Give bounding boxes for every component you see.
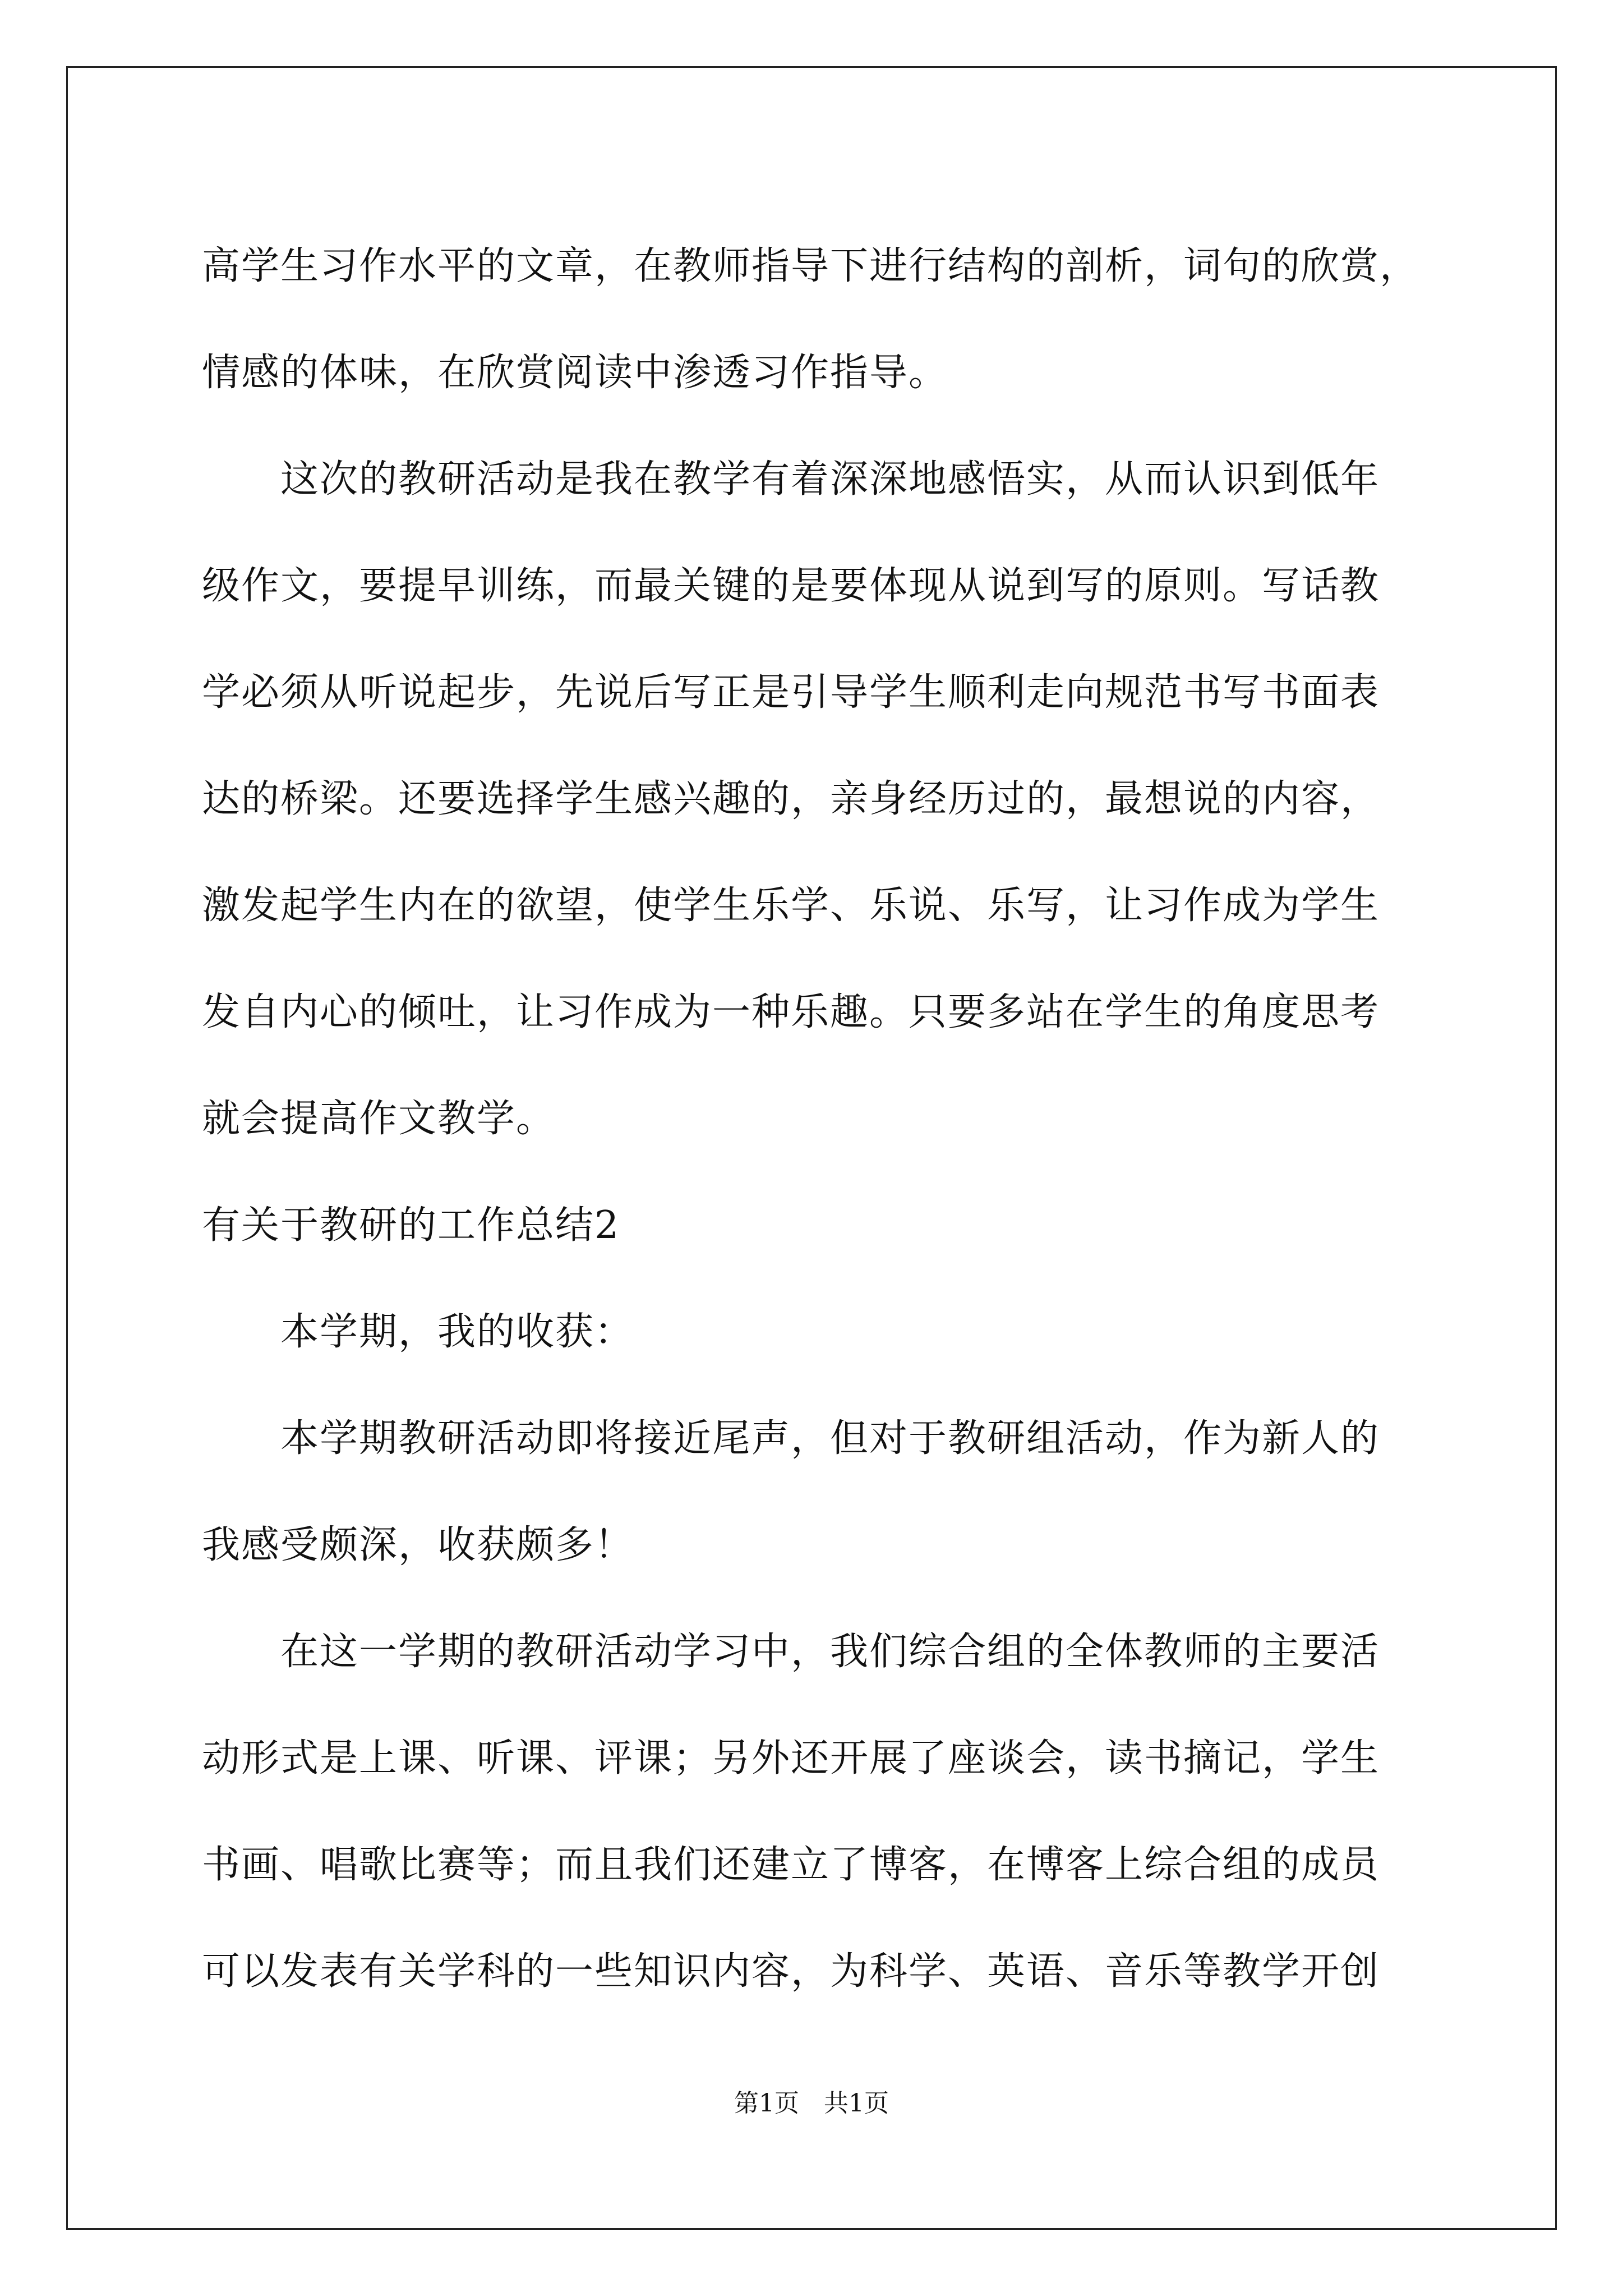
section-heading: 有关于教研的工作总结2 [202,1203,620,1248]
text-line: 这次的教研活动是我在教学有着深深地感悟实，从而认识到低年 [202,457,1380,501]
text-line: 书画、唱歌比赛等；而且我们还建立了博客，在博客上综合组的成员 [202,1843,1380,1887]
text-line: 在这一学期的教研活动学习中，我们综合组的全体教师的主要活 [202,1630,1380,1674]
text-line: 级作文，要提早训练，而最关键的是要体现从说到写的原则。写话教 [202,564,1380,608]
text-line: 我感受颇深，收获颇多！ [202,1523,634,1567]
text-line: 动形式是上课、听课、评课；另外还开展了座谈会，读书摘记，学生 [202,1736,1380,1780]
text-line: 高学生习作水平的文章，在教师指导下进行结构的剖析，词句的欣赏， [202,244,1419,288]
text-line: 达的桥梁。还要选择学生感兴趣的，亲身经历过的，最想说的内容， [202,777,1380,821]
text-line: 发自内心的倾吐，让习作成为一种乐趣。只要多站在学生的角度思考 [202,990,1380,1034]
document-body [202,213,1436,2025]
text-line: 学必须从听说起步，先说后写正是引导学生顺利走向规范书写书面表 [202,670,1380,715]
text-line: 就会提高作文教学。 [202,1097,556,1141]
text-line: 本学期教研活动即将接近尾声，但对于教研组活动，作为新人的 [202,1416,1380,1461]
text-line: 可以发表有关学科的一些知识内容，为科学、英语、音乐等教学开创 [202,1949,1380,1994]
text-line: 本学期，我的收获： [202,1310,634,1354]
page-footer: 第1页 共1页 [734,2089,889,2118]
text-line: 激发起学生内在的欲望，使学生乐学、乐说、乐写，让习作成为学生 [202,884,1380,928]
text-line: 情感的体味，在欣赏阅读中渗透习作指导。 [202,351,948,395]
